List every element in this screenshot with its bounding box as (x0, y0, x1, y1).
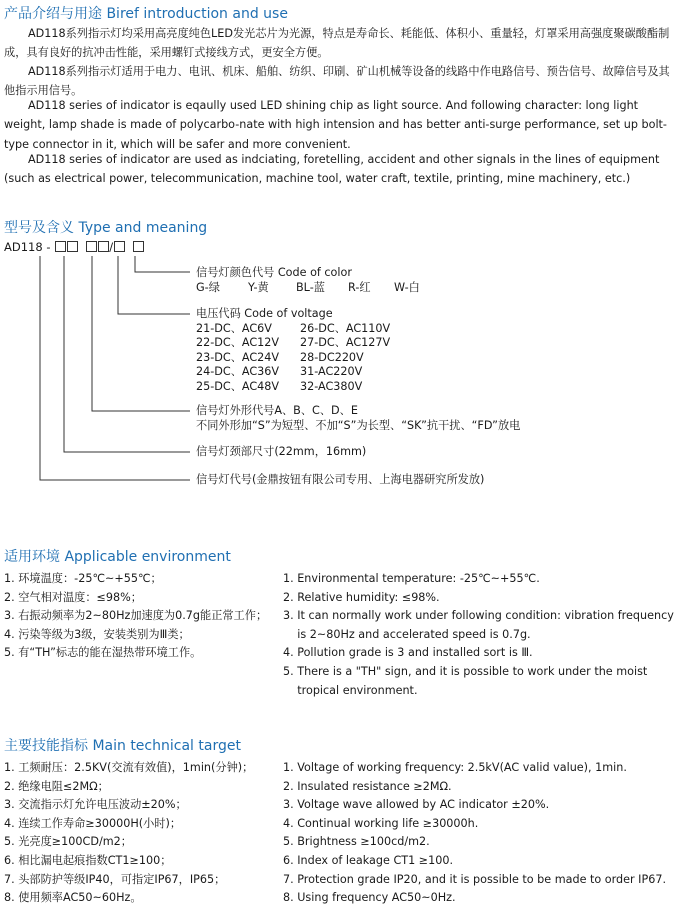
list-item: 7. 头部防护等级IP40，可指定IP67，IP65； (4, 872, 226, 886)
intro-paragraph-cn-1: AD118系列指示灯均采用高亮度纯色LED发光芯片为光源，特点是寿命长、耗能低、体积小、重量轻，灯罩采用高强度聚碳酸酯制成，具有良好的抗冲击性能，采用螺钉式接线方式，更安全方便。 (4, 27, 670, 60)
model-title: 型号及含义 Type and meaning (4, 220, 208, 236)
list-item: 1. Environmental temperature: -25℃~+55℃. (283, 572, 540, 585)
list-item: 4. 连续工作寿命≥30000H(小时)； (4, 816, 182, 830)
list-item: 2. 绝缘电阻≤2MΩ； (4, 779, 109, 793)
list-item: 2. 空气相对温度：≤98%； (4, 590, 142, 604)
list-item: 3. 右振动频率为2~80Hz加速度为0.7g能正常工作； (4, 609, 268, 623)
list-item: 2. Relative humidity: ≤98%. (283, 590, 440, 604)
list-item: 4. Pollution grade is 3 and installed sort is Ⅲ. (283, 646, 533, 660)
list-item: 5. There is a "TH" sign, and it is possible to work under the moist tropical environment. (283, 664, 648, 697)
list-item: 4. 污染等级为3级，安装类别为Ⅲ类； (4, 627, 190, 641)
env-list-en (283, 570, 678, 700)
voltage-row: 25-DC、AC48V 32-AC380V (196, 379, 363, 393)
voltage-row: 21-DC、AC6V 26-DC、AC110V (196, 321, 391, 335)
color-item: W-白 (394, 280, 420, 294)
color-item: G-绿 (196, 280, 220, 294)
list-item: 8. 使用频率AC50~60Hz。 (4, 891, 142, 905)
shape-code-block (196, 404, 520, 433)
color-item: Y-黄 (248, 280, 269, 294)
voltage-row: 22-DC、AC12V 27-DC、AC127V (196, 336, 391, 349)
color-code-list (196, 281, 420, 296)
color-item: R-红 (348, 280, 371, 294)
list-item: 5. 光亮度≥100CD/m2； (4, 835, 132, 849)
color-code-block (196, 266, 420, 295)
list-item: 5. Brightness ≥100cd/m2. (283, 835, 430, 849)
list-item: 1. 工频耐压：2.5KV(交流有效值)，1min(分钟)； (4, 761, 254, 774)
model-prefix: AD118 - (4, 240, 51, 254)
voltage-code-label: 电压代码 Code of voltage (196, 307, 333, 320)
tech-list-cn (4, 759, 284, 908)
list-item: 8. Using frequency AC50~0Hz. (283, 891, 456, 905)
voltage-row: 23-DC、AC24V 28-DC220V (196, 350, 364, 364)
env-title: 适用环境 Applicable environment (4, 549, 231, 565)
list-item: 3. It can normally work under following condition: vibration frequency is 2~80Hz and accelerated speed is 0.7g. (283, 609, 674, 641)
voltage-row: 24-DC、AC36V 31-AC220V (196, 365, 363, 378)
color-item: BL-蓝 (296, 280, 325, 294)
tech-title: 主要技能指标 Main technical target (4, 738, 241, 754)
lamp-code-label: 信号灯代号(金鼎按钮有限公司专用、上海电器研究所发放) (196, 473, 485, 486)
list-item: 5. 有“TH”标志的能在湿热带环境工作。 (4, 646, 202, 660)
list-item: 1. Voltage of working frequency: 2.5kV(AC valid value), 1min. (283, 761, 627, 774)
shape-code-label: 信号灯外形代号A、B、C、D、E (196, 404, 358, 417)
intro-title: 产品介绍与用途 Biref introduction and use (4, 6, 288, 22)
env-list-cn (4, 570, 284, 663)
neck-size-label: 信号灯颈部尺寸(22mm，16mm) (196, 445, 367, 458)
shape-code-note: 不同外形加“S”为短型、不加“S”为长型、“SK”抗干扰、“FD”放电 (196, 418, 521, 432)
voltage-code-block (196, 307, 410, 394)
tech-list-en (283, 759, 678, 908)
intro-paragraph-cn-2: AD118系列指示灯适用于电力、电讯、机床、船舶、纺织、印刷、矿山机械等设备的线路中作电路信号、预告信号、故障信号及其他指示用信号。 (4, 65, 670, 98)
list-item: 3. 交流指示灯允许电压波动±20%； (4, 798, 187, 812)
color-code-label: 信号灯颜色代号 Code of color (196, 266, 352, 279)
list-item: 2. Insulated resistance ≥2MΩ. (283, 779, 452, 793)
list-item: 6. Index of leakage CT1 ≥100. (283, 853, 454, 867)
list-item: 7. Protection grade IP20, and it is possible to be made to order IP67. (283, 872, 667, 886)
model-slash: / (109, 240, 114, 254)
intro-paragraph-en-1: AD118 series of indicator is eqaully used LED shining chip as light source. And following character: long light weight, lamp shade is made of polycarbo-nate with high intension and has better anti-surge performance, set up bolt-type connector in it, which will be safer and more convenient. (4, 99, 667, 151)
list-item: 4. Continual working life ≥30000h. (283, 816, 479, 830)
list-item: 6. 相比漏电起痕指数CT1≥100； (4, 853, 172, 867)
intro-paragraph-en-2: AD118 series of indicator are used as indciating, foretelling, accident and other signals in the lines of equipment (such as electrical power, telecommunication, machine tool, water craft, textile, printing, mine machinery, etc.) (4, 153, 660, 186)
list-item: 3. Voltage wave allowed by AC indicator ±20%. (283, 798, 550, 812)
list-item: 1. 环境温度：-25℃~+55℃； (4, 572, 162, 585)
